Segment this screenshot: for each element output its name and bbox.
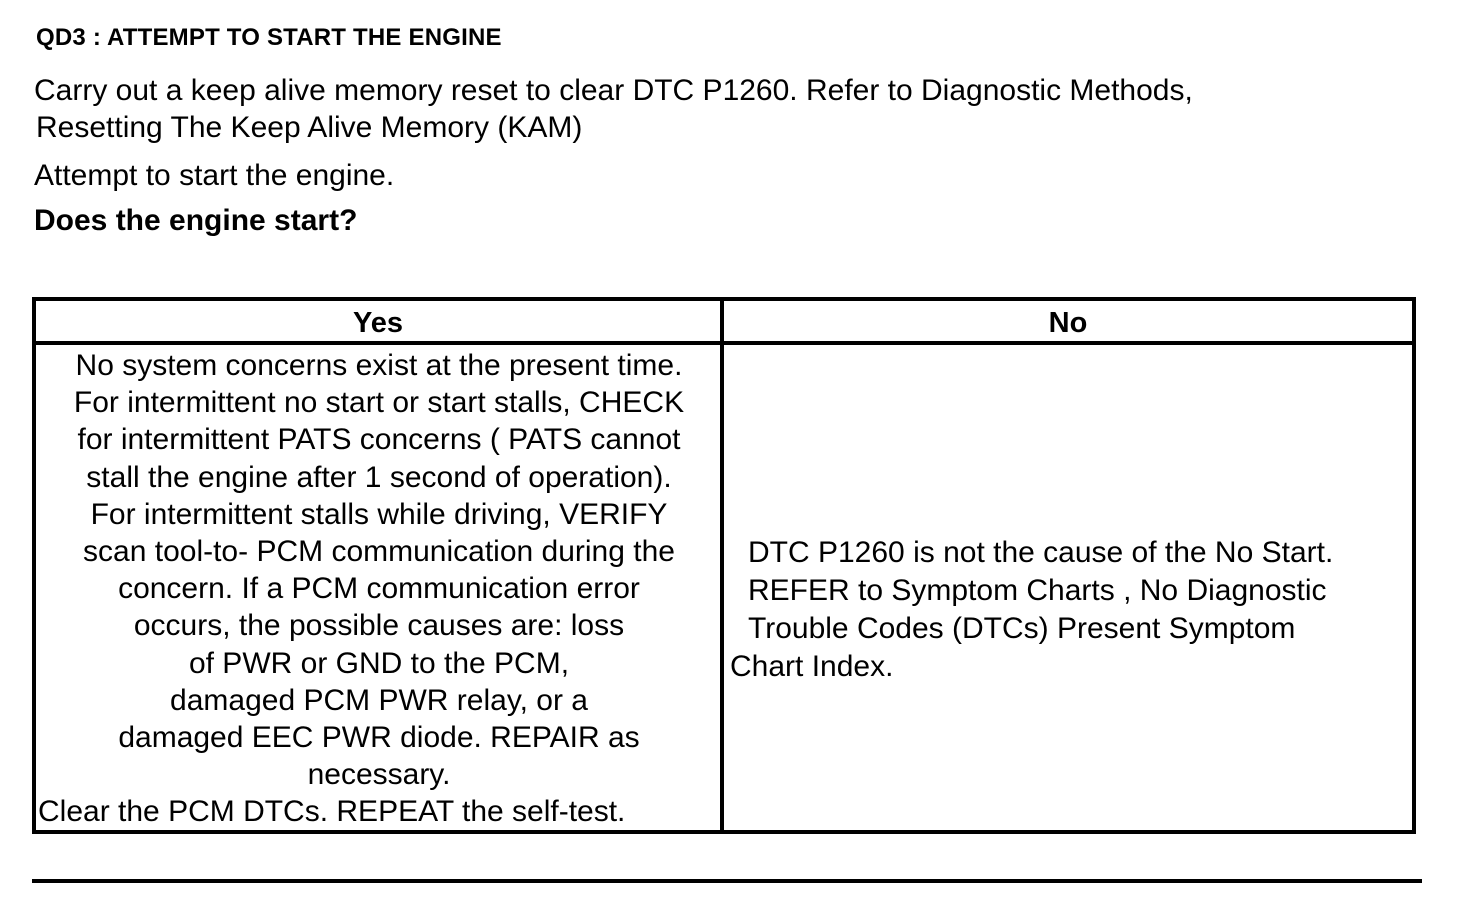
yes-cell-line: necessary. xyxy=(307,758,451,792)
question-text: Does the engine start? xyxy=(34,204,358,237)
yes-cell-line: for intermittent PATS concerns ( PATS cannot xyxy=(77,423,681,457)
no-cell-line: Trouble Codes (DTCs) Present Symptom xyxy=(748,612,1296,645)
yes-cell-line: damaged PCM PWR relay, or a xyxy=(170,683,588,717)
table-header-no: No xyxy=(1048,307,1088,339)
decision-table xyxy=(32,297,1416,834)
no-cell-line: Chart Index. xyxy=(730,650,894,683)
bottom-rule xyxy=(32,879,1422,883)
yes-cell-line: of PWR or GND to the PCM, xyxy=(188,646,570,680)
yes-cell-line: For intermittent no start or start stalls, CHECK xyxy=(73,386,685,420)
yes-cell-line: occurs, the possible causes are: loss xyxy=(133,609,625,643)
yes-cell-line: No system concerns exist at the present time. xyxy=(75,349,683,382)
no-cell-line: REFER to Symptom Charts , No Diagnostic xyxy=(748,574,1327,607)
yes-cell xyxy=(38,347,720,831)
step-text: Attempt to start the engine. xyxy=(34,159,395,192)
table-header-yes: Yes xyxy=(353,307,403,339)
instruction-line: Resetting The Keep Alive Memory (KAM) xyxy=(36,111,583,144)
yes-cell-line: For intermittent stalls while driving, VERIFY xyxy=(90,497,668,531)
yes-cell-line: concern. If a PCM communication error xyxy=(118,572,640,606)
table-column-divider xyxy=(720,301,724,830)
table-row-divider xyxy=(36,341,1412,345)
page-heading: QD3 : ATTEMPT TO START THE ENGINE xyxy=(36,24,502,51)
yes-cell-line: stall the engine after 1 second of operation). xyxy=(86,460,672,494)
yes-cell-line: Clear the PCM DTCs. REPEAT the self-test. xyxy=(38,795,626,829)
instruction-paragraph xyxy=(34,72,1193,146)
no-cell xyxy=(730,534,1410,686)
instruction-line: Carry out a keep alive memory reset to clear DTC P1260. Refer to Diagnostic Methods, xyxy=(34,74,1193,107)
yes-cell-line: scan tool-to- PCM communication during the xyxy=(83,535,675,569)
no-cell-line: DTC P1260 is not the cause of the No Start. xyxy=(748,536,1334,569)
yes-cell-line: damaged EEC PWR diode. REPAIR as xyxy=(118,721,640,755)
